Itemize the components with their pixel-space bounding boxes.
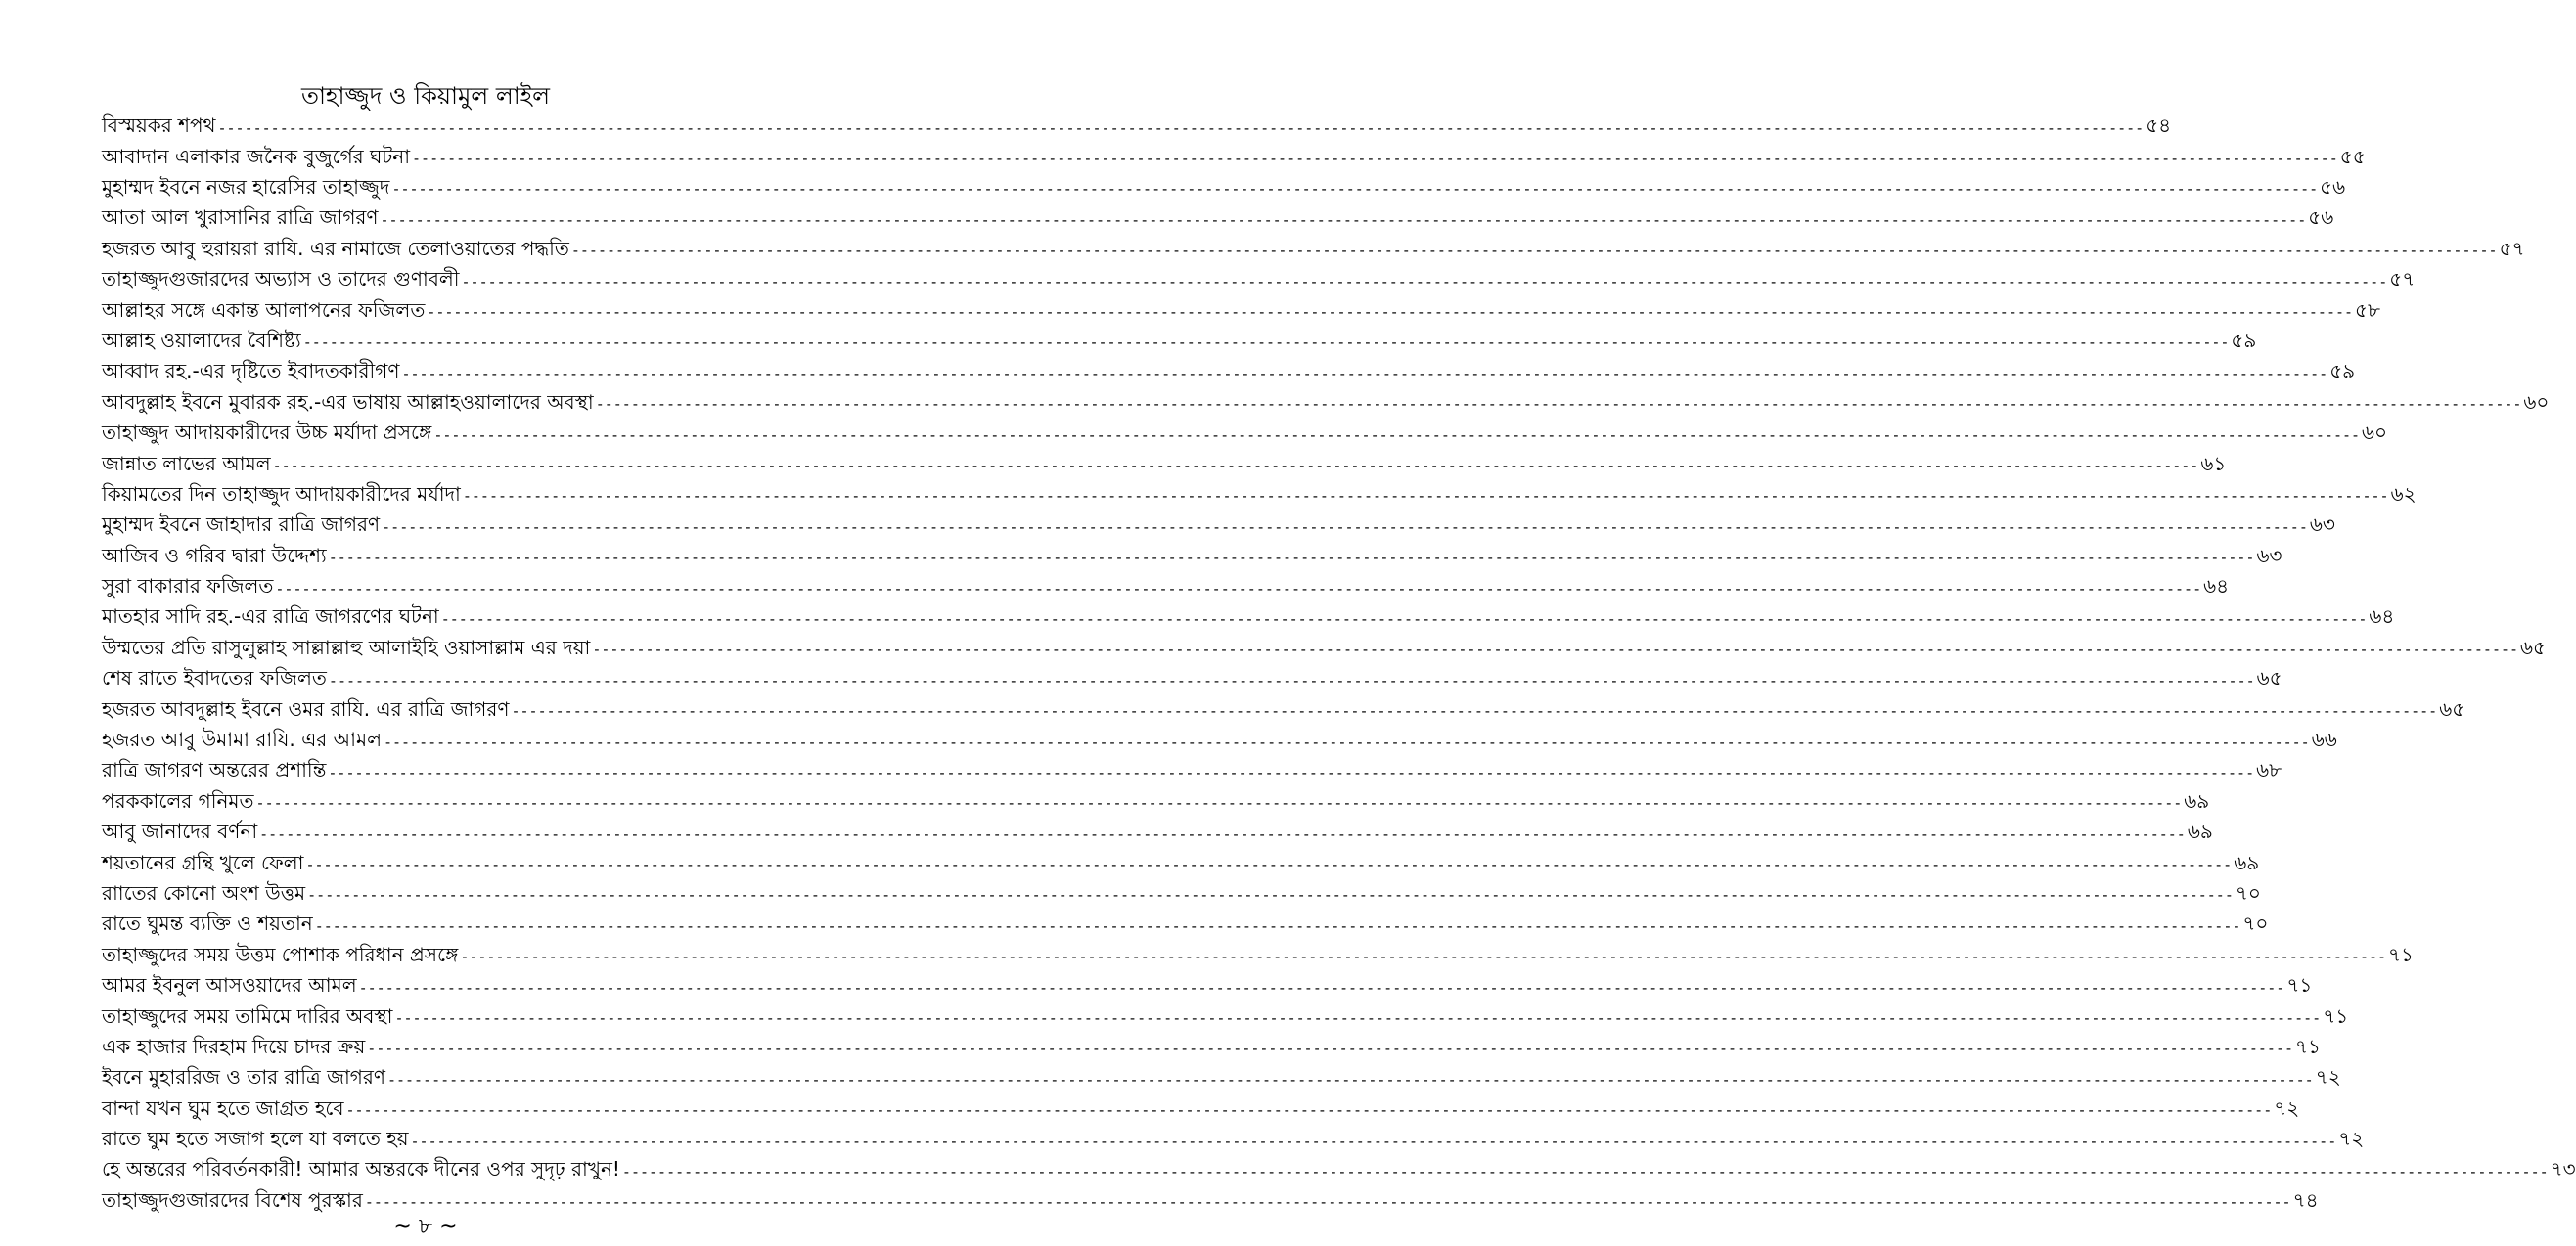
toc-entry [102, 174, 2346, 204]
running-header-title: তাহাজ্জুদ ও কিয়ামুল লাইল [300, 82, 551, 110]
toc-entry [102, 328, 2257, 358]
dash-leader [427, 303, 2353, 321]
toc-entry-page: ৫৯ [2231, 328, 2257, 352]
toc-entry-page: ৬৫ [2439, 696, 2465, 721]
dash-leader [394, 1009, 2321, 1027]
toc-entry-page: ৭০ [2242, 912, 2269, 936]
toc-entry [102, 911, 2269, 941]
toc-entry [102, 450, 2227, 480]
toc-entry [102, 1002, 2349, 1033]
toc-entry-page: ৭৩ [2550, 1157, 2576, 1181]
toc-entry-page: ৭১ [2323, 1003, 2349, 1028]
toc-entry-page: ৫৭ [2389, 267, 2416, 291]
toc-entry [102, 389, 2550, 420]
toc-entry-title: রাত্রি জাগরণ অন্তরের প্রশান্তি [102, 758, 327, 782]
toc-entry-page: ৭১ [2295, 1034, 2321, 1058]
toc-entry [102, 1095, 2300, 1126]
toc-entry-page: ৬৯ [2234, 850, 2260, 874]
toc-entry [102, 603, 2395, 634]
toc-entry [102, 695, 2465, 726]
dash-leader [315, 917, 2241, 935]
dash-leader [256, 794, 2183, 812]
toc-entry-page: ৬৩ [2309, 512, 2335, 537]
toc-entry [102, 1156, 2576, 1186]
toc-entry-page: ৭১ [2388, 942, 2415, 966]
toc-entry-title: জান্নাত লাভের আমল [102, 451, 271, 475]
toc-entry-page: ৬৪ [2203, 574, 2230, 599]
toc-entry-title: রাতে ঘুমন্ত ব্যক্তি ও শয়তান [102, 912, 313, 936]
toc-entry [102, 358, 2356, 388]
toc-entry-page: ৭২ [2338, 1127, 2365, 1151]
toc-entry [102, 266, 2416, 296]
dash-leader [382, 518, 2308, 536]
toc-entry-title: আব্বাদ রহ.-এর দৃষ্টিতে ইবাদতকারীগণ [102, 359, 400, 383]
toc-entry-page: ৬২ [2390, 481, 2417, 506]
dash-leader [391, 180, 2318, 198]
toc-entry-title: হজরত আবু উমামা রাযি. এর আমল [102, 728, 382, 752]
dash-leader [346, 1101, 2273, 1119]
toc-entry [102, 112, 2172, 143]
toc-entry [102, 849, 2260, 879]
toc-entry [102, 143, 2366, 173]
toc-entry-title: পরককালের গনিমত [102, 788, 254, 813]
toc-entry-page: ৭২ [2274, 1095, 2300, 1120]
toc-entry [102, 573, 2230, 603]
dash-leader [433, 426, 2360, 444]
toc-entry [102, 635, 2547, 665]
toc-entry [102, 1034, 2321, 1064]
toc-entry-title: শয়তানের গ্রন্থি খুলে ফেলা [102, 850, 304, 874]
dash-leader [411, 1133, 2337, 1150]
dash-leader [307, 886, 2234, 904]
toc-entry-title: রাাতের কোনো অংশ উত্তম [102, 880, 306, 905]
toc-entry [102, 880, 2261, 911]
toc-entry [102, 204, 2334, 235]
toc-entry-title: রাতে ঘুম হতে সজাগ হলে যা বলতে হয় [102, 1127, 409, 1151]
dash-leader [384, 734, 2310, 751]
dash-leader [367, 1040, 2293, 1057]
toc-entry-title: মাতহার সাদি রহ.-এর রাত্রি জাগরণের ঘটনা [102, 604, 439, 629]
dash-leader [273, 457, 2199, 474]
toc-entry-title: কিয়ামতের দিন তাহাজ্জুদ আদায়কারীদের মর্যাদা [102, 481, 461, 506]
toc-entry-page: ৭১ [2286, 973, 2313, 998]
toc-entry-title: হজরত আবদুল্লাহ ইবনে ওমর রাযি. এর রাত্রি জাগরণ [102, 696, 510, 721]
toc-entry-title: আবদুল্লাহ ইবনে মুবারক রহ.-এর ভাষায় আল্লাহওয়ালাদের অবস্থা [102, 389, 594, 414]
toc-entry-page: ৫৬ [2320, 174, 2346, 199]
toc-entry-page: ৫৬ [2308, 205, 2334, 230]
toc-entry-title: ইবনে মুহাররিজ ও তার রাত্রি জাগরণ [102, 1065, 385, 1090]
toc-entry-title: শেষ রাতে ইবাদতের ফজিলত [102, 666, 327, 690]
toc-entry-page: ৬৩ [2256, 543, 2282, 567]
toc-entry-page: ৭৪ [2292, 1187, 2319, 1212]
toc-entry [102, 296, 2381, 327]
dash-leader [441, 610, 2368, 628]
dash-leader [306, 856, 2233, 873]
toc-entry-page: ৬০ [2523, 389, 2550, 414]
toc-entry-page: ৬৯ [2184, 788, 2210, 813]
toc-entry-title: তাহাজ্জুদের সময় উত্তম পোশাক পরিধান প্রসঙ্গে [102, 942, 459, 966]
toc-entry-title: হজরত আবু হুরায়রা রাযি. এর নামাজে তেলাওয়াতের পদ্ধতি [102, 236, 569, 260]
toc-entry-page: ৬৮ [2256, 758, 2282, 782]
toc-entry-title: আমর ইবনুল আসওয়াদের আমল [102, 973, 357, 998]
toc-entry [102, 788, 2210, 819]
toc-entry-title: তাহাজ্জুদগুজারদের অভ্যাস ও তাদের গুণাবলী [102, 267, 460, 291]
toc-entry-page: ৫৫ [2339, 144, 2366, 168]
toc-entry [102, 972, 2313, 1002]
toc-entry [102, 481, 2417, 512]
toc-entry-title: তাহাজ্জুদ আদায়কারীদের উচ্চ মর্যাদা প্রসঙ্গে [102, 421, 432, 445]
dash-leader [329, 549, 2255, 566]
toc-entry-title: হে অন্তরের পরিবর্তনকারী! আমার অন্তরকে দীনের ওপর সুদৃঢ় রাখুন! [102, 1157, 620, 1181]
dash-leader [303, 334, 2230, 351]
toc-entry [102, 1064, 2341, 1094]
dash-leader [463, 487, 2389, 505]
toc-entry-title: আবু জানাদের বর্ণনা [102, 820, 258, 844]
dash-leader [592, 641, 2518, 658]
toc-entry-title: মুহাম্মদ ইবনে নজর হারেসির তাহাজ্জুদ [102, 174, 390, 199]
toc-entry-page: ৬৬ [2311, 728, 2337, 752]
toc-entry-title: তাহাজ্জুদগুজারদের বিশেষ পুরস্কার [102, 1187, 363, 1212]
toc-entry-title: সুরা বাকারার ফজিলত [102, 574, 274, 599]
dash-leader [259, 825, 2186, 843]
toc-entry-page: ৬৫ [2520, 635, 2547, 659]
table-of-contents [102, 112, 2576, 1218]
toc-entry-page: ৫৯ [2329, 359, 2356, 383]
toc-entry-title: আতা আল খুরাসানির রাত্রি জাগরণ [102, 205, 379, 230]
toc-entry [102, 1126, 2365, 1156]
toc-entry-title: আবাদান এলাকার জনৈক বুজুর্গের ঘটনা [102, 144, 411, 168]
toc-entry-page: ৬৪ [2369, 604, 2395, 629]
toc-entry [102, 512, 2335, 542]
toc-entry-title: আজিব ও গরিব দ্বারা উদ্দেশ্য [102, 543, 327, 567]
toc-entry [102, 665, 2282, 695]
toc-entry-page: ৭২ [2315, 1065, 2341, 1090]
toc-entry [102, 727, 2337, 757]
toc-entry [102, 819, 2213, 849]
toc-entry-page: ৬৯ [2187, 820, 2213, 844]
dash-leader [511, 702, 2437, 720]
toc-entry-page: ৬১ [2200, 451, 2227, 475]
toc-entry-page: ৬৫ [2256, 666, 2282, 690]
page-number: ~ ৮ ~ [393, 1215, 458, 1239]
toc-entry-page: ৬০ [2362, 421, 2388, 445]
toc-entry-title: আল্লাহর সঙ্গে একান্ত আলাপনের ফজিলত [102, 297, 426, 322]
toc-entry-title: আল্লাহ ওয়ালাদের বৈশিষ্ট্য [102, 328, 301, 352]
dash-leader [359, 979, 2285, 997]
toc-entry-title: তাহাজ্জুদের সময় তামিমে দারির অবস্থা [102, 1003, 393, 1028]
dash-leader [217, 119, 2144, 137]
dash-leader [275, 580, 2201, 598]
toc-entry [102, 942, 2415, 972]
dash-leader [387, 1071, 2314, 1089]
toc-entry-page: ৫৮ [2355, 297, 2381, 322]
dash-leader [460, 948, 2386, 965]
dash-leader [365, 1193, 2291, 1211]
toc-entry [102, 542, 2282, 572]
toc-entry [102, 236, 2525, 266]
toc-entry-title: এক হাজার দিরহাম দিয়ে চাদর ক্রয় [102, 1034, 366, 1058]
dash-leader [571, 242, 2498, 259]
toc-entry-title: উম্মতের প্রতি রাসুলুল্লাহ সাল্লাল্লাহু আলাইহি ওয়াসাল্লাম এর দয়া [102, 635, 591, 659]
dash-leader [329, 672, 2255, 690]
dash-leader [381, 211, 2307, 229]
dash-leader [412, 150, 2338, 167]
toc-entry-title: বিস্ময়কর শপথ [102, 113, 216, 138]
toc-entry [102, 757, 2282, 787]
toc-entry-title: বান্দা যখন ঘুম হতে জাগ্রত হবে [102, 1095, 344, 1120]
dash-leader [462, 273, 2388, 290]
dash-leader [622, 1163, 2549, 1180]
toc-entry-page: ৫৭ [2499, 236, 2525, 260]
toc-entry-title: মুহাম্মদ ইবনে জাহাদার রাত্রি জাগরণ [102, 512, 381, 537]
toc-entry-page: ৫৪ [2146, 113, 2172, 138]
toc-entry [102, 420, 2388, 450]
dash-leader [328, 764, 2254, 781]
dash-leader [401, 365, 2327, 382]
dash-leader [596, 395, 2522, 413]
toc-entry-page: ৭০ [2235, 880, 2261, 905]
